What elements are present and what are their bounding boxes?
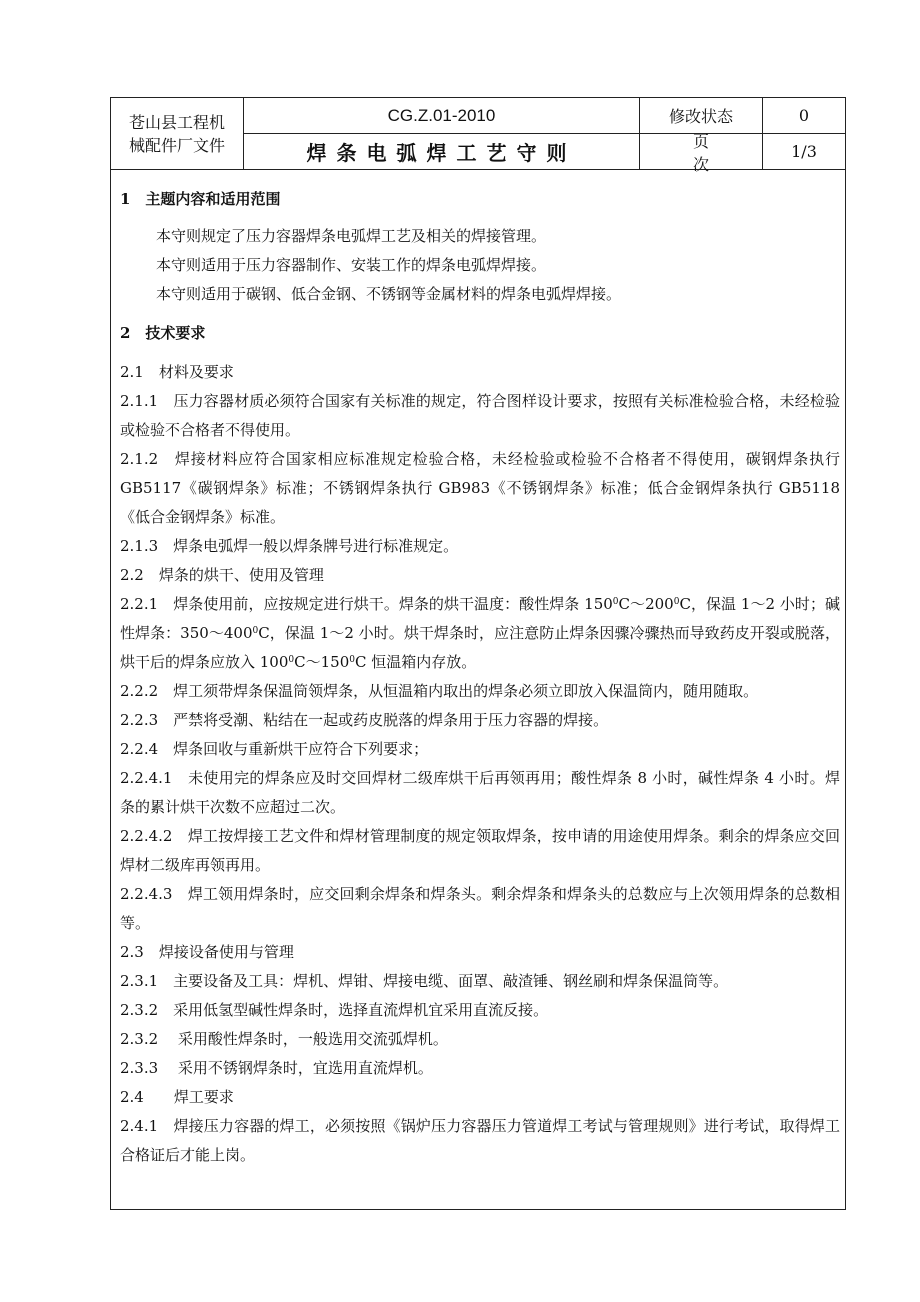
clause: 2.1.3 焊条电弧焊一般以焊条牌号进行标准规定。 <box>120 537 459 555</box>
clause: 2.2.4.3 焊工领用焊条时，应交回剩余焊条和焊条头。剩余焊条和焊条头的总数应与上次领用焊条的总数相等。 <box>120 885 840 932</box>
document-title: 焊条电弧焊工艺守则 <box>244 134 640 170</box>
clause: 2.2.2 焊工须带焊条保温筒领焊条，从恒温箱内取出的焊条必须立即放入保温筒内，随用随取。 <box>120 682 759 700</box>
organization-line-1: 苍山县工程机 <box>128 112 225 132</box>
clause: 2.1.2 焊接材料应符合国家相应标准规定检验合格，未经检验或检验不合格者不得使用，碳钢焊条执行 GB5117《碳钢焊条》标准；不锈钢焊条执行 GB983《不锈钢焊条》标准；低合金钢焊条执行 GB5118《低合金钢焊条》标准。 <box>120 450 840 526</box>
document-body <box>120 183 840 1170</box>
paragraph: 本守则适用于压力容器制作、安装工作的焊条电弧焊焊接。 <box>156 256 547 274</box>
section-1-heading: 1 主题内容和适用范围 <box>120 190 281 208</box>
clause: 2.2.4.1 未使用完的焊条应及时交回焊材二级库烘干后再领再用；酸性焊条 8 小时，碱性焊条 4 小时。焊条的累计烘干次数不应超过二次。 <box>120 769 840 816</box>
clause: 2.1.1 压力容器材质必须符合国家有关标准的规定，符合图样设计要求，按照有关标准检验合格，未经检验或检验不合格者不得使用。 <box>120 392 840 439</box>
subsection-heading: 2.4 焊工要求 <box>120 1088 234 1106</box>
clause: 2.2.4.2 焊工按焊接工艺文件和焊材管理制度的规定领取焊条，按申请的用途使用焊条。剩余的焊条应交回焊材二级库再领再用。 <box>120 827 840 874</box>
clause: 2.3.2 采用低氢型碱性焊条时，选择直流焊机宜采用直流反接。 <box>120 1001 549 1019</box>
subsection-heading: 2.3 焊接设备使用与管理 <box>120 943 294 961</box>
document-code: CG.Z.01-2010 <box>244 98 640 134</box>
paragraph: 本守则适用于碳钢、低合金钢、不锈钢等金属材料的焊条电弧焊焊接。 <box>156 285 622 303</box>
page-number: 1/3 <box>763 134 845 170</box>
clause: 2.2.3 严禁将受潮、粘结在一起或药皮脱落的焊条用于压力容器的焊接。 <box>120 711 609 729</box>
document-header <box>111 98 845 174</box>
revision-label: 修改状态 <box>640 98 763 134</box>
organization-cell <box>111 98 244 170</box>
clause: 2.3.3 采用不锈钢焊条时，宜选用直流焊机。 <box>120 1059 433 1077</box>
clause: 2.4.1 焊接压力容器的焊工，必须按照《锅炉压力容器压力管道焊工考试与管理规则》进行考试，取得焊工合格证后才能上岗。 <box>120 1117 840 1164</box>
subsection-heading: 2.2 焊条的烘干、使用及管理 <box>120 566 324 584</box>
clause: 2.3.1 主要设备及工具：焊机、焊钳、焊接电缆、面罩、敲渣锤、钢丝刷和焊条保温筒等。 <box>120 972 729 990</box>
paragraph: 本守则规定了压力容器焊条电弧焊工艺及相关的焊接管理。 <box>156 227 547 245</box>
document-frame <box>110 97 846 1210</box>
organization-line-2: 械配件厂文件 <box>128 135 225 155</box>
clause: 2.3.2 采用酸性焊条时，一般选用交流弧焊机。 <box>120 1030 448 1048</box>
clause: 2.2.4 焊条回收与重新烘干应符合下列要求； <box>120 740 429 758</box>
section-2-heading: 2 技术要求 <box>120 324 206 342</box>
clause-drying-temperature: 2.2.1 焊条使用前，应按规定进行烘干。焊条的烘干温度：酸性焊条 $150^0C\sim 200^0C$，保温 1～2 小时；碱性焊条：$350\sim 400^0C$，保温 1～2 小时。烘干焊条时，应注意防止焊条因骤冷骤热而导致药皮开裂或脱落，烘干后的焊条应放入 $100^0C\sim 150^0C$ 恒温箱内存放。 <box>120 595 840 671</box>
page-label: 页次 <box>640 134 763 170</box>
revision-value: 0 <box>763 98 845 134</box>
subsection-heading: 2.1 材料及要求 <box>120 363 234 381</box>
